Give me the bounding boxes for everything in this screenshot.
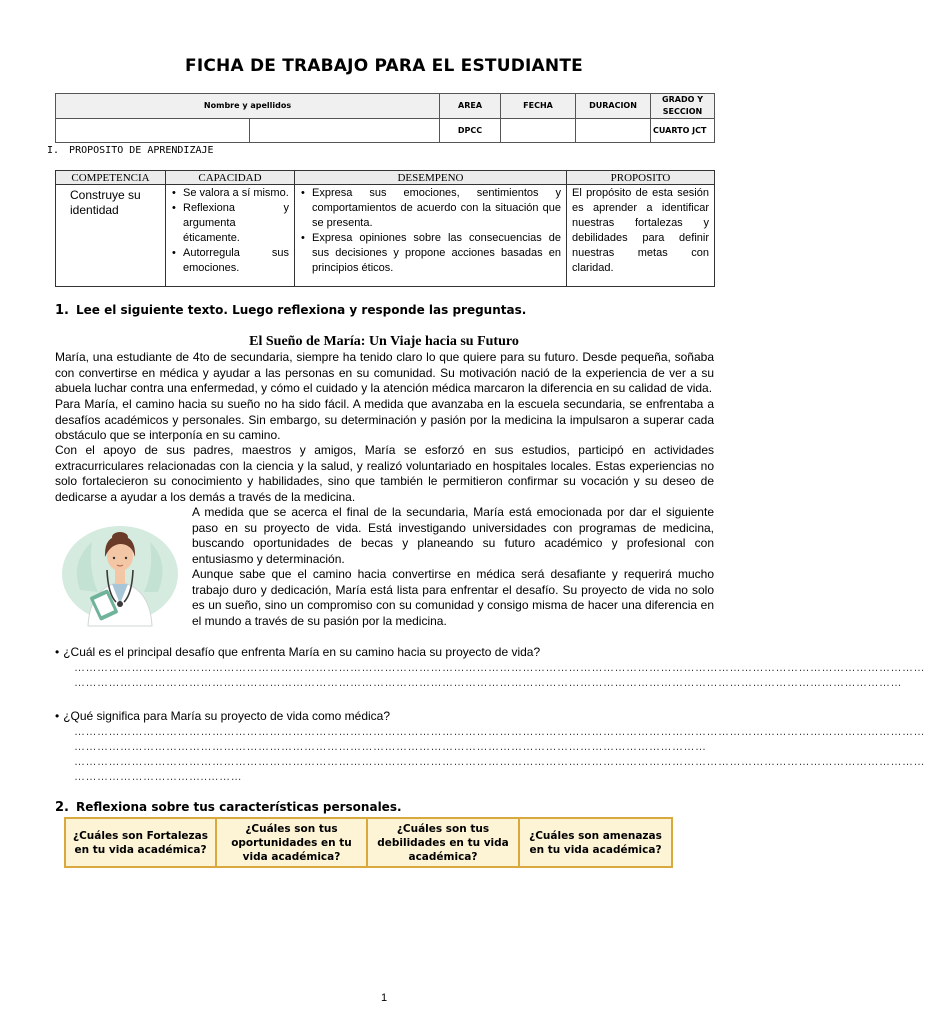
section-heading: [47, 145, 214, 156]
desempeno-cell: [295, 185, 567, 287]
student-header-table: [55, 93, 715, 143]
col-header-competencia: COMPETENCIA: [56, 171, 166, 185]
question-1-heading: [55, 303, 526, 318]
story-paragraph-2: Para María, el camino hacia su sueño no ha sido fácil. A medida que avanzaba en la escuela secundaria, se enfrentaba a desafíos académicos y personales. Sin embargo, su determinación y pasión por la medicina la impulsaron a superar cada obstáculo que se interponía en su camino.: [55, 397, 714, 442]
col-header-capacidad: CAPACIDAD: [166, 171, 295, 185]
capacidad-item: • Autorregula sus emociones.: [171, 246, 289, 276]
capacidad-cell: [166, 185, 295, 287]
surname-field[interactable]: [250, 119, 440, 143]
grado-value: CUARTO JCT: [651, 119, 715, 143]
name-label: Nombre y apellidos: [56, 94, 440, 119]
story-title: El Sueño de María: Un Viaje hacia su Futuro: [249, 334, 519, 349]
area-value: DPCC: [440, 119, 501, 143]
story-paragraph-1: María, una estudiante de 4to de secundaria, siempre ha tenido claro lo que quiere para su futuro. Desde pequeña, soñaba con convertirse en médica y ayudar a las personas en su comunidad. Su motivación nació de la experiencia de ver a su abuela luchar contra una enfermedad, y cómo el cuidado y la atención médica marcaron la diferencia en su calidad de vida.: [55, 350, 714, 395]
question-2-text: Reflexiona sobre tus características personales.: [75, 800, 402, 814]
capacidad-item: • Se valora a sí mismo.: [171, 186, 289, 201]
answer-line[interactable]: ……………………………………………………………………………………………………………………………………………………………………………………………………: [74, 726, 925, 738]
col-header-desempeno: DESEMPENO: [295, 171, 567, 185]
bullet: •: [55, 709, 60, 723]
question-b-text: ¿Qué significa para María su proyecto de vida como médica?: [63, 709, 391, 723]
question-1-number: 1.: [55, 303, 69, 318]
col-header-proposito: PROPOSITO: [567, 171, 715, 185]
fodat-strengths-cell: ¿Cuáles son Fortalezas en tu vida académica?: [65, 818, 216, 867]
competencia-cell: Construye su identidad: [56, 185, 166, 287]
answer-line[interactable]: ………………………………………………………………………………………………………………………………………………………………………………………………: [74, 677, 902, 689]
fecha-field[interactable]: [501, 119, 576, 143]
document-title: FICHA DE TRABAJO PARA EL ESTUDIANTE: [185, 56, 583, 76]
question-a: [55, 645, 540, 659]
desempeno-item: • Expresa opiniones sobre las consecuencias de sus decisiones y propone acciones basadas en principios éticos.: [300, 231, 561, 276]
question-2-heading: [55, 800, 402, 815]
fecha-label: FECHA: [501, 94, 576, 119]
desempeno-item: • Expresa sus emociones, sentimientos y comportamientos de acuerdo con la situación que se presenta.: [300, 186, 561, 231]
answer-line[interactable]: ……………………………..………: [74, 771, 243, 783]
section-number: I.: [47, 145, 60, 156]
capacidad-item: • Reflexiona y argumenta éticamente.: [171, 201, 289, 246]
answer-line[interactable]: ……………………………………………………………………………………………………………………………………………………………………………………………………: [74, 756, 925, 768]
page-number: 1: [380, 992, 388, 1004]
question-b: [55, 709, 390, 723]
question-a-text: ¿Cuál es el principal desafío que enfrenta María en su camino hacia su proyecto de vida?: [63, 645, 541, 659]
story-paragraph-5: Aunque sabe que el camino hacia convertirse en médica será desafiante y requerirá mucho trabajo duro y dedicación, María está lista para enfrentar el desafío. Su proyecto de vida no solo es un sueño, sino un compromiso con su comunidad y consigo misma de hacer una diferencia en el mundo a través de su pasión por la medicina.: [192, 567, 714, 628]
grado-label: GRADO Y SECCION: [651, 94, 715, 119]
fodat-threats-cell: ¿Cuáles son amenazas en tu vida académica?: [519, 818, 672, 867]
story-paragraph-3: Con el apoyo de sus padres, maestros y amigos, María se esforzó en sus estudios, participó en actividades extracurriculares relacionadas con la ciencia y la salud, y realizó voluntariado en hospitales locales. Estas experiencias no solo fortalecieron su conocimiento y habilidades, sino que también le permitieron confirmar su vocación y su deseo de dedicarse a ayudar a los demás a través de la medicina.: [55, 443, 714, 504]
section-title: PROPOSITO DE APRENDIZAJE: [69, 145, 214, 156]
doctor-illustration: [58, 512, 182, 626]
question-2-number: 2.: [55, 800, 69, 815]
question-1-text: Lee el siguiente texto. Luego reflexiona y responde las preguntas.: [75, 303, 527, 317]
fodat-table: [64, 817, 673, 868]
bullet: •: [55, 645, 60, 659]
answer-line[interactable]: ……………………………………………………………………………………………………………………………………………………………………………………………………: [74, 662, 925, 674]
name-field[interactable]: [56, 119, 250, 143]
duracion-field[interactable]: [576, 119, 651, 143]
answer-line[interactable]: …………………………………………………………………………………………………………………………………………………: [74, 741, 707, 753]
fodat-weaknesses-cell: ¿Cuáles son tus debilidades en tu vida académica?: [367, 818, 519, 867]
area-label: AREA: [440, 94, 501, 119]
fodat-opportunities-cell: ¿Cuáles son tus oportunidades en tu vida académica?: [216, 818, 367, 867]
duracion-label: DURACION: [576, 94, 651, 119]
proposito-cell: El propósito de esta sesión es aprender a identificar nuestras fortalezas y debilidades para definir nuestras metas con claridad.: [567, 185, 715, 287]
story-paragraph-4: A medida que se acerca el final de la secundaria, María está emocionada por dar el siguiente paso en su proyecto de vida. Está investigando universidades con programas de medicina, buscando oportunidades de becas y planeando su futuro académico y profesional con entusiasmo y determinación.: [192, 505, 714, 566]
learning-purpose-table: [55, 170, 715, 287]
